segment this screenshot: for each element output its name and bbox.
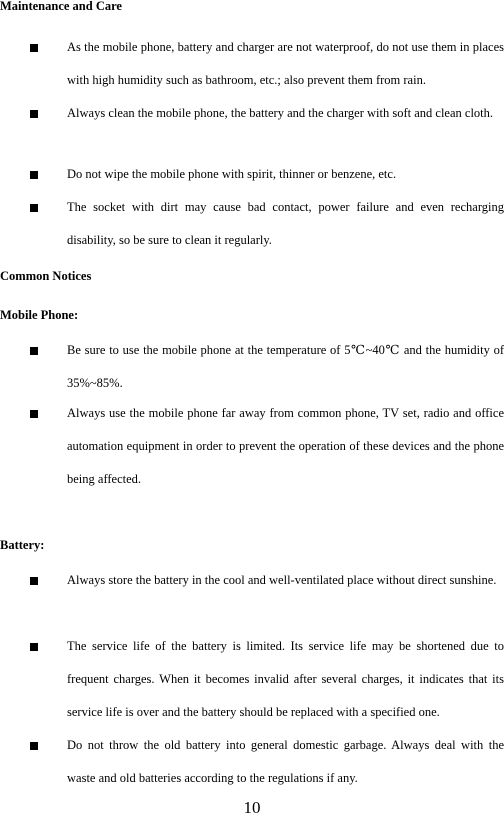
list-item-text: Always clean the mobile phone, the battery and the charger with soft and clean cloth. — [67, 106, 494, 120]
square-bullet-icon — [30, 110, 38, 118]
square-bullet-icon — [30, 347, 38, 355]
list-item-text: The service life of the battery is limited. Its service life may be shortened due to frequent charges. When it becomes invalid after several charges, it indicates that its service life is over and the battery should be replaced with a specified one. — [67, 639, 504, 719]
section-heading-maintenance-and-care: Maintenance and Care — [0, 0, 122, 13]
list-item-text: As the mobile phone, battery and charger are not waterproof, do not use them in places with high humidity such as bathroom, etc.; also prevent them from rain. — [67, 40, 504, 87]
page-number: 10 — [243, 798, 261, 817]
list-item-text: Do not wipe the mobile phone with spirit, thinner or benzene, etc. — [67, 167, 397, 181]
section-heading-common-notices: Common Notices — [0, 269, 92, 283]
square-bullet-icon — [30, 410, 38, 418]
subheading-mobile-phone: Mobile Phone: — [0, 308, 79, 322]
square-bullet-icon — [30, 577, 38, 585]
square-bullet-icon — [30, 204, 38, 212]
subheading-battery: Battery: — [0, 538, 45, 552]
list-item-text: Do not throw the old battery into general domestic garbage. Always deal with the waste and old batteries according to the regulations if any. — [67, 738, 504, 785]
square-bullet-icon — [30, 742, 38, 750]
list-item-text: Be sure to use the mobile phone at the temperature of 5℃~40℃ and the humidity of 35%~85%. — [67, 343, 504, 390]
list-item-text: Always use the mobile phone far away from common phone, TV set, radio and office automation equipment in order to prevent the operation of these devices and the phone being affected. — [67, 406, 504, 486]
square-bullet-icon — [30, 643, 38, 651]
square-bullet-icon — [30, 171, 38, 179]
list-item-text: The socket with dirt may cause bad contact, power failure and even recharging disability, so be sure to clean it regularly. — [67, 200, 504, 247]
list-item-text: Always store the battery in the cool and well-ventilated place without direct sunshine. — [67, 573, 497, 587]
square-bullet-icon — [30, 44, 38, 52]
